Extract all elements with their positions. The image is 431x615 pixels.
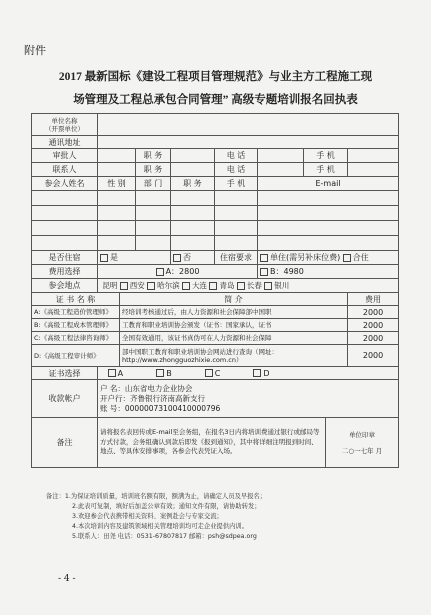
room-options[interactable]: 单住(需另补床位费) 合住 xyxy=(258,251,399,265)
checkbox-icon[interactable] xyxy=(205,369,213,377)
footnote: 5.联系人：田尧 电话：0531-67807817 邮箱：psh@sdpea.org xyxy=(72,533,257,540)
seal-area xyxy=(326,418,399,468)
checkbox-icon[interactable] xyxy=(343,254,351,262)
title-line-1: 2017 最新国标《建设工程项目管理规范》与业主方工程施工现 xyxy=(58,71,373,83)
account-holder: 户 名：山东省电力企业协会 xyxy=(100,383,193,393)
attendee-row[interactable] xyxy=(32,236,399,251)
checkbox-icon[interactable] xyxy=(156,268,164,276)
approver-phone-label: 电 话 xyxy=(215,149,258,163)
contact-phone-label: 电 话 xyxy=(215,163,258,177)
accommodation-yes-option[interactable]: 是 xyxy=(98,251,171,265)
attendee-row[interactable] xyxy=(32,206,399,221)
approver-mobile-field[interactable] xyxy=(348,149,399,163)
contact-phone-field[interactable] xyxy=(258,163,304,177)
position-header: 职 务 xyxy=(171,177,215,191)
title-line-2: 场管理及工程总承包合同管理” 高级专题培训报名回执表 xyxy=(73,94,358,106)
contact-mobile-field[interactable] xyxy=(348,163,399,177)
cert-row xyxy=(32,306,399,319)
checkbox-icon[interactable] xyxy=(260,254,268,262)
cert-choice-label: 证书选择 xyxy=(32,367,98,380)
cert-name-header: 证 书 名 称 xyxy=(32,293,120,306)
cert-fee-header: 费用 xyxy=(348,293,399,306)
attendee-header-row xyxy=(32,177,399,191)
attendee-row[interactable] xyxy=(32,191,399,206)
approver-position-field[interactable] xyxy=(171,149,215,163)
gender-header: 性 别 xyxy=(98,177,136,191)
checkbox-icon[interactable] xyxy=(147,282,155,290)
checkbox-icon[interactable] xyxy=(182,282,190,290)
contact-label: 联系人 xyxy=(32,163,98,177)
account-number: 账 号：00000073100410000796 xyxy=(100,403,221,413)
checkbox-icon[interactable] xyxy=(108,369,116,377)
checkbox-icon[interactable] xyxy=(264,282,272,290)
approver-label: 审批人 xyxy=(32,149,98,163)
cert-name: B:《高级工程成本管理师》 xyxy=(32,319,120,332)
department-header: 部 门 xyxy=(136,177,171,191)
page-number: - 4 - xyxy=(58,574,76,584)
cert-intro: 全国有效通用，该证书真伪可在人力资源和社会保障 xyxy=(120,332,348,345)
checkbox-icon[interactable] xyxy=(120,282,128,290)
cert-fee: 2000 xyxy=(348,306,399,319)
cert-intro-header: 简 介 xyxy=(120,293,348,306)
footnotes xyxy=(46,492,266,542)
checkbox-icon[interactable] xyxy=(100,254,108,262)
location-label: 参会地点 xyxy=(32,279,98,293)
contact-position-field[interactable] xyxy=(171,163,215,177)
footnote: 备注：1.为保证培训质量，培训班名额有限，额满为止，请确定人员及早报名； xyxy=(46,493,267,500)
cert-choice-options[interactable]: A B C D xyxy=(98,367,399,380)
cert-fee: 2000 xyxy=(348,332,399,345)
cert-intro: 工教育和职业培训协会颁发（证书：国家承认，证书 xyxy=(120,319,348,332)
footnote: 3.欢迎参会代表携带相关资料、案例赴会与专家交流； xyxy=(72,513,223,520)
footnote: 2.此表可复制，填好后加盖公章有效；通知文件有限，请协助转发； xyxy=(72,503,261,510)
account-bank: 开户行：齐鲁银行济南高新支行 xyxy=(100,393,205,403)
date-label: 二○一七年 月 xyxy=(341,446,383,455)
fee-option-a[interactable]: A：2800 xyxy=(98,265,258,279)
checkbox-icon[interactable] xyxy=(237,282,245,290)
account-info xyxy=(98,380,399,418)
contact-field[interactable] xyxy=(98,163,136,177)
approver-field[interactable] xyxy=(98,149,136,163)
cert-row xyxy=(32,332,399,345)
cert-row xyxy=(32,319,399,332)
checkbox-icon[interactable] xyxy=(156,369,164,377)
cert-fee: 2000 xyxy=(348,345,399,367)
remarks-label: 备注 xyxy=(32,418,98,468)
attachment-label: 附件 xyxy=(24,44,46,57)
contact-mobile-label: 手 机 xyxy=(304,163,348,177)
cert-name: C:《高级工程法律咨询师》 xyxy=(32,332,120,345)
contact-position-label: 职 务 xyxy=(136,163,171,177)
cert-intro: 部中国职工教育和职业培训协会网站进行查询（网址：http://www.zhongguozhixie.com.cn） xyxy=(120,345,348,367)
checkbox-icon[interactable] xyxy=(260,268,268,276)
remarks-text: 请将报名表回传或E-mail至会务组，在报名3日内将培训费通过银行或邮局等方式付款，会务组确认到款后即发《报到通知》，其中将详细注明报到时间、地点、等具体安排事项，各参会代表凭证入场。 xyxy=(98,418,326,468)
cert-name: A:《高级工程造价管理师》 xyxy=(32,306,120,319)
approver-phone-field[interactable] xyxy=(258,149,304,163)
approver-position-label: 职 务 xyxy=(136,149,171,163)
fee-option-b[interactable]: B：4980 xyxy=(258,265,399,279)
unit-name-field[interactable] xyxy=(98,114,399,136)
address-field[interactable] xyxy=(98,136,399,149)
footnote: 4.本次培训内容及建筑领域相关管理培训均可走企业提供内训。 xyxy=(72,523,249,530)
email-header: E-mail xyxy=(258,177,399,191)
cert-intro: 经培训考核通过后，由人力资源和社会保障部中国职 xyxy=(120,306,348,319)
fee-label: 费用选择 xyxy=(32,265,98,279)
attendee-name-header: 参会人姓名 xyxy=(32,177,98,191)
accommodation-label: 是否住宿 xyxy=(32,251,98,265)
mobile-header: 手 机 xyxy=(215,177,258,191)
unit-name-label: 单位名称 （开票单位） xyxy=(32,114,98,136)
accommodation-no-option[interactable]: 否 xyxy=(171,251,215,265)
location-options[interactable]: 昆明 西安 哈尔滨 大连 青岛 长春 银川 xyxy=(98,279,399,293)
attendee-row[interactable] xyxy=(32,221,399,236)
seal-label: 单位印章 xyxy=(349,430,376,439)
room-requirement-label: 住宿要求 xyxy=(215,251,258,265)
approver-mobile-label: 手 机 xyxy=(304,149,348,163)
cert-name: D:《高级工程审计师》 xyxy=(32,345,120,367)
cert-row xyxy=(32,345,399,367)
checkbox-icon[interactable] xyxy=(209,282,217,290)
address-label: 通讯地址 xyxy=(32,136,98,149)
checkbox-icon[interactable] xyxy=(253,369,261,377)
registration-form-table xyxy=(31,113,399,468)
account-label: 收款帐户 xyxy=(32,380,98,418)
checkbox-icon[interactable] xyxy=(173,254,181,262)
cert-fee: 2000 xyxy=(348,319,399,332)
